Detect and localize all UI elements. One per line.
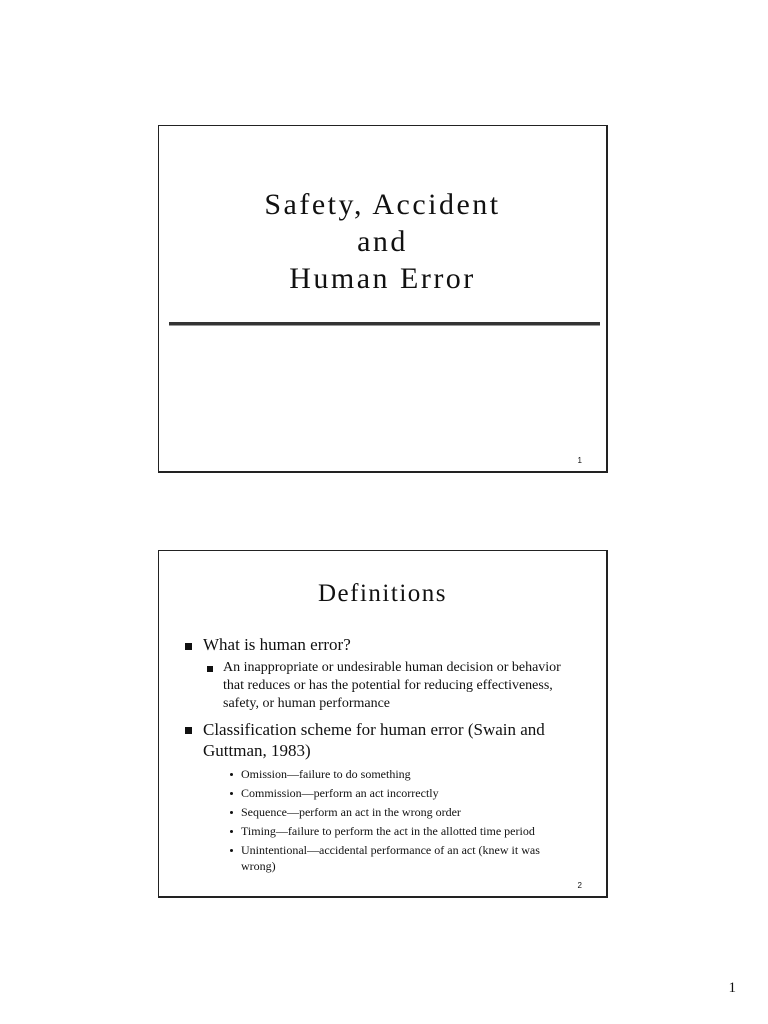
dot-bullet-icon xyxy=(230,830,233,833)
list-item-sequence: Sequence—perform an act in the wrong order xyxy=(241,805,461,819)
slide-2-number: 2 xyxy=(577,881,582,890)
bullet-what-is-human-error: What is human error? xyxy=(203,635,351,654)
title-line-2: and xyxy=(357,225,408,258)
dot-bullet-icon xyxy=(230,792,233,795)
page-number: 1 xyxy=(728,980,736,996)
slide-1 xyxy=(158,125,608,473)
title-divider xyxy=(169,322,600,326)
slide-1-title xyxy=(159,186,606,297)
square-bullet-icon xyxy=(185,643,192,650)
list-item-omission: Omission—failure to do something xyxy=(241,767,411,781)
slide-2-title: Definitions xyxy=(318,580,447,607)
slide-2 xyxy=(158,550,608,898)
dot-bullet-icon xyxy=(230,849,233,852)
human-error-definition: An inappropriate or undesirable human decision or behavior that reduces or has the potential for reducing effectiveness, safety, or human performance xyxy=(223,660,561,711)
bullet-classification-scheme: Classification scheme for human error (Swain and Guttman, 1983) xyxy=(203,720,545,760)
square-bullet-icon xyxy=(207,666,213,672)
list-item-commission: Commission—perform an act incorrectly xyxy=(241,786,439,800)
title-line-1: Safety, Accident xyxy=(264,188,501,221)
list-item-unintentional: Unintentional—accidental performance of an act (knew it was wrong) xyxy=(241,843,540,873)
square-bullet-icon xyxy=(185,727,192,734)
list-item-timing: Timing—failure to perform the act in the allotted time period xyxy=(241,824,535,838)
dot-bullet-icon xyxy=(230,773,233,776)
title-line-3: Human Error xyxy=(289,262,476,295)
dot-bullet-icon xyxy=(230,811,233,814)
slide-1-number: 1 xyxy=(577,456,582,465)
